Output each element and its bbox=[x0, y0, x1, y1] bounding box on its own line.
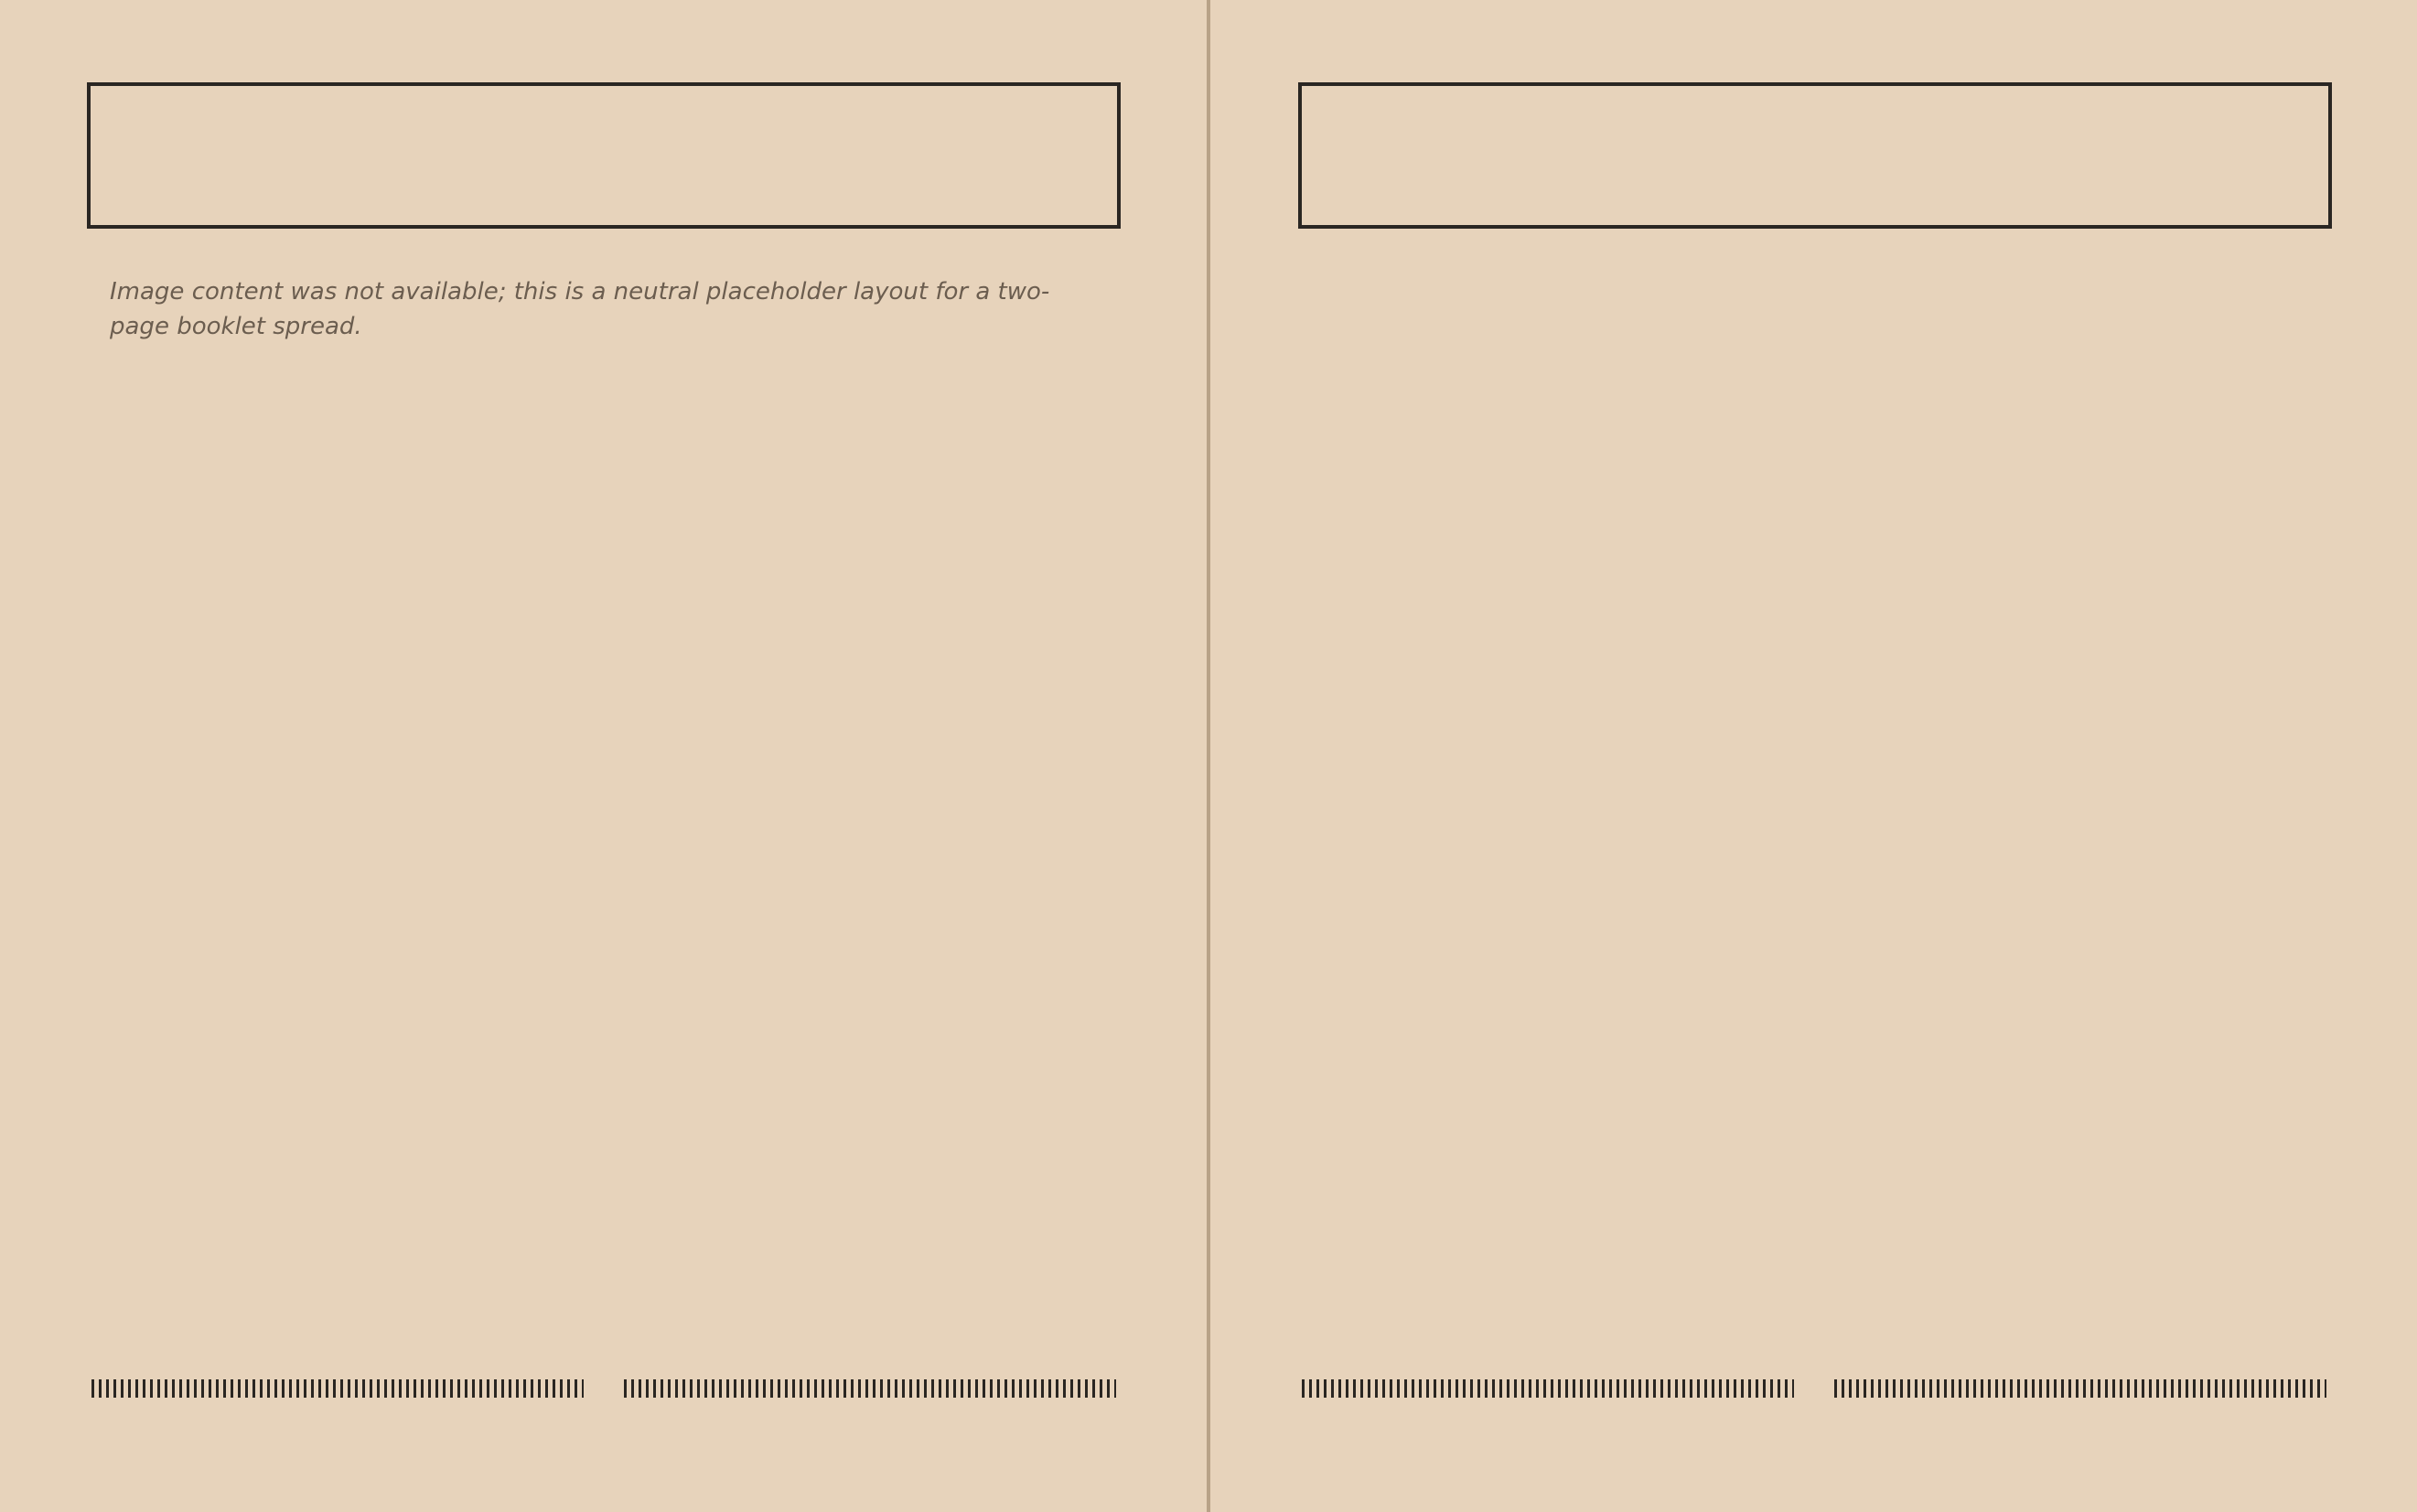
left-page-footer bbox=[91, 1370, 1116, 1407]
footer-rule-right bbox=[1834, 1379, 2326, 1398]
footer-rule-right bbox=[624, 1379, 1116, 1398]
right-page bbox=[1208, 0, 2417, 1512]
footer-rule-left bbox=[91, 1379, 584, 1398]
right-page-body bbox=[1320, 274, 2272, 329]
footer-rule-left bbox=[1302, 1379, 1794, 1398]
left-page-body bbox=[110, 274, 1061, 400]
placeholder-notice: Image content was not available; this is a neutral placeholder layout for a two-page booklet spread. bbox=[110, 278, 1050, 341]
left-advertisement-box bbox=[87, 82, 1121, 229]
right-page-footer bbox=[1302, 1370, 2326, 1407]
left-page bbox=[0, 0, 1208, 1512]
right-advertisement-box bbox=[1298, 82, 2332, 229]
